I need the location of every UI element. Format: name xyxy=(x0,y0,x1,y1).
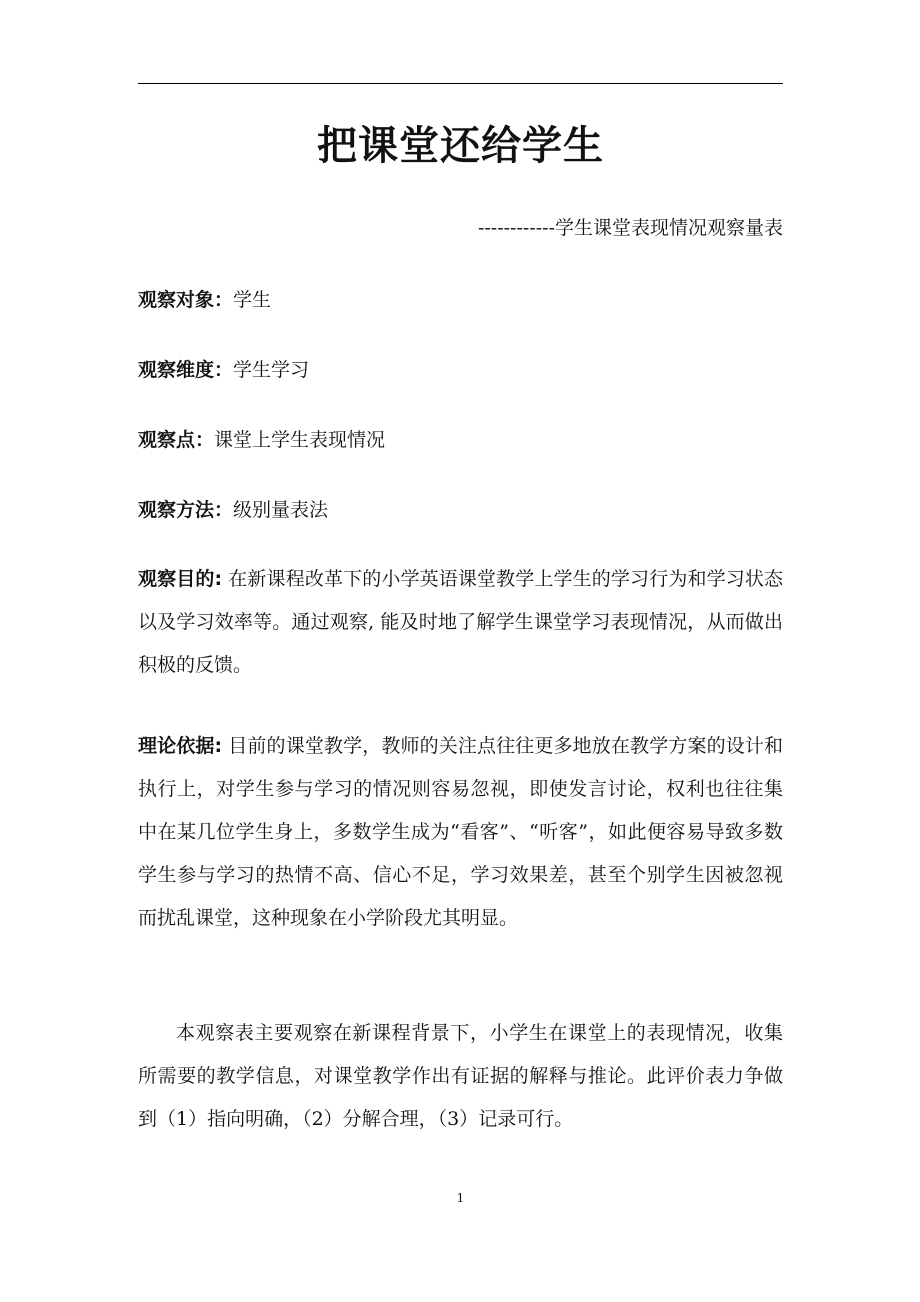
page-number: 1 xyxy=(456,1191,465,1205)
field-label: 观察点： xyxy=(138,429,215,451)
field-label: 观察维度： xyxy=(138,359,234,381)
field-value: 学生 xyxy=(233,289,272,311)
header-rule xyxy=(138,83,783,84)
field-observation-dimension xyxy=(138,354,783,386)
theory-text: 目前的课堂教学，教师的关注点往往更多地放在教学方案的设计和执行上，对学生参与学习的情况则容易忽视，即使发言讨论，权利也往往集中在某几位学生身上，多数学生成为“看客”、“听客”，如此便容易导致多数学生参与学习的热情不高、信心不足，学习效果差，甚至个别学生因被忽视而扰乱课堂，这种现象在小学阶段尤其明显。 xyxy=(138,735,783,929)
theory-label: 理论依据: xyxy=(138,735,223,757)
field-label: 观察对象： xyxy=(138,289,234,311)
document-subtitle: ------------学生课堂表现情况观察量表 xyxy=(477,217,783,239)
purpose-text: 在新课程改革下的小学英语课堂教学上学生的学习行为和学习状态以及学习效率等。通过观察, 能及时地了解学生课堂学习表现情况，从而做出积极的反馈。 xyxy=(138,568,783,676)
field-observation-object xyxy=(138,284,783,316)
field-observation-method xyxy=(138,494,783,526)
field-observation-point xyxy=(138,424,783,456)
summary-paragraph: 本观察表主要观察在新课程背景下，小学生在课堂上的表现情况，收集所需要的教学信息，对课堂教学作出有证据的解释与推论。此评价表力争做到（1）指向明确，（2）分解合理，（3）记录可行。 xyxy=(138,1022,783,1130)
field-label: 观察方法： xyxy=(138,499,234,521)
purpose-label: 观察目的: xyxy=(138,568,223,590)
field-value: 学生学习 xyxy=(233,359,310,381)
theory-paragraph xyxy=(138,725,783,940)
document-title: 把课堂还给学生 xyxy=(317,123,604,169)
purpose-paragraph xyxy=(138,558,783,687)
field-value: 课堂上学生表现情况 xyxy=(214,429,386,451)
field-value: 级别量表法 xyxy=(233,499,329,521)
